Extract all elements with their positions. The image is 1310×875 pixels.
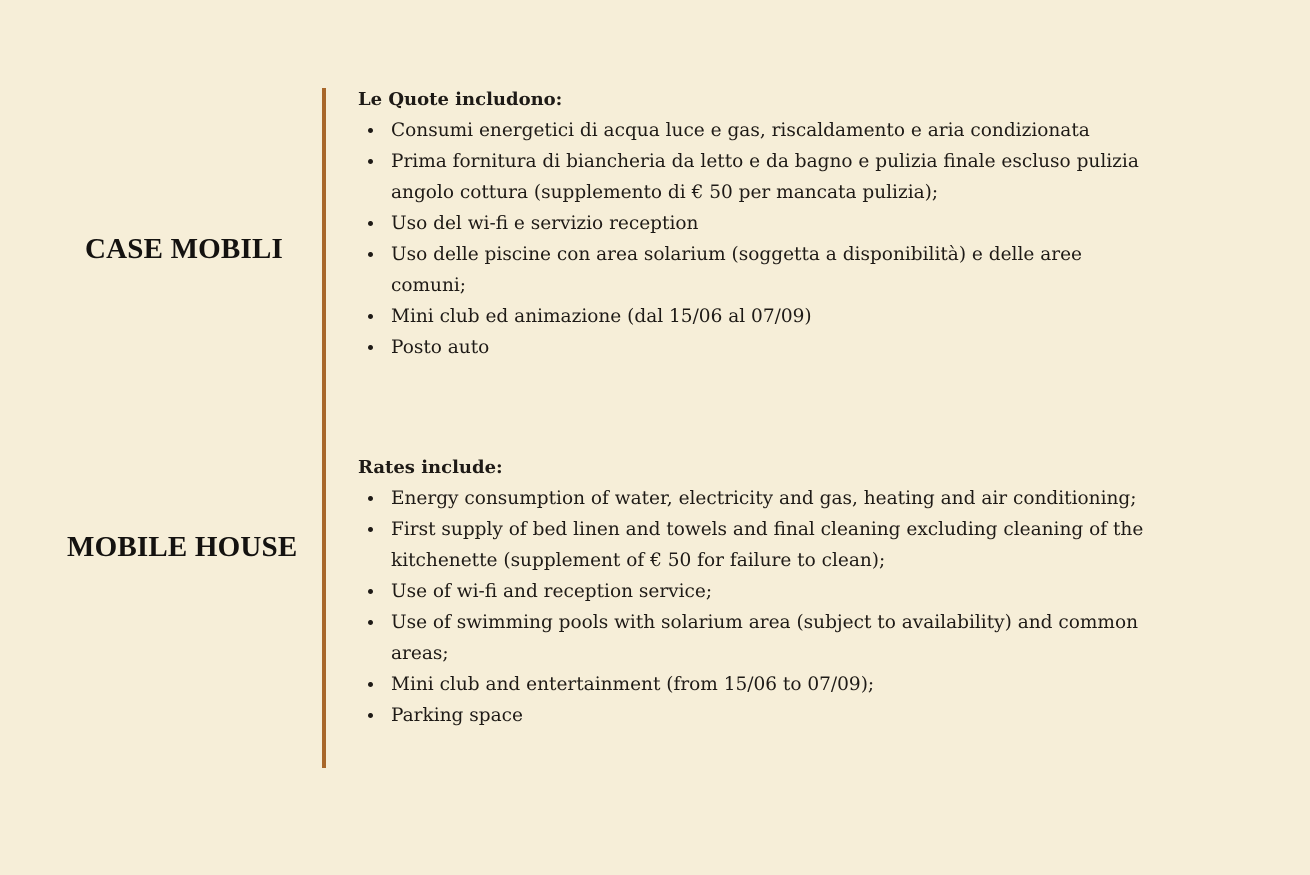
english-inclusions-section [358,452,1148,731]
italian-inclusions-list [358,115,1148,363]
mobile-house-heading: MOBILE HOUSE [67,531,298,563]
list-item: Use of swimming pools with solarium area (subject to availability) and common areas; [358,607,1148,669]
list-item: Posto auto [358,332,1148,363]
list-item: Use of wi-fi and reception service; [358,576,1148,607]
english-section-title: Rates include: [358,457,503,478]
list-item: Parking space [358,700,1148,731]
list-item: Consumi energetici di acqua luce e gas, riscaldamento e aria condizionata [358,115,1148,146]
list-item: Energy consumption of water, electricity and gas, heating and air conditioning; [358,483,1148,514]
list-item: Mini club and entertainment (from 15/06 to 07/09); [358,669,1148,700]
italian-section-title: Le Quote includono: [358,89,563,110]
case-mobili-heading: CASE MOBILI [85,233,283,265]
list-item: Prima fornitura di biancheria da letto e da bagno e pulizia finale escluso pulizia angolo cottura (supplemento di € 50 per mancata pulizia); [358,146,1148,208]
vertical-divider [322,88,326,768]
english-inclusions-list [358,483,1148,731]
list-item: Uso del wi-fi e servizio reception [358,208,1148,239]
list-item: First supply of bed linen and towels and final cleaning excluding cleaning of the kitchenette (supplement of € 50 for failure to clean); [358,514,1148,576]
italian-inclusions-section [358,84,1148,363]
list-item: Mini club ed animazione (dal 15/06 al 07/09) [358,301,1148,332]
list-item: Uso delle piscine con area solarium (soggetta a disponibilità) e delle aree comuni; [358,239,1148,301]
